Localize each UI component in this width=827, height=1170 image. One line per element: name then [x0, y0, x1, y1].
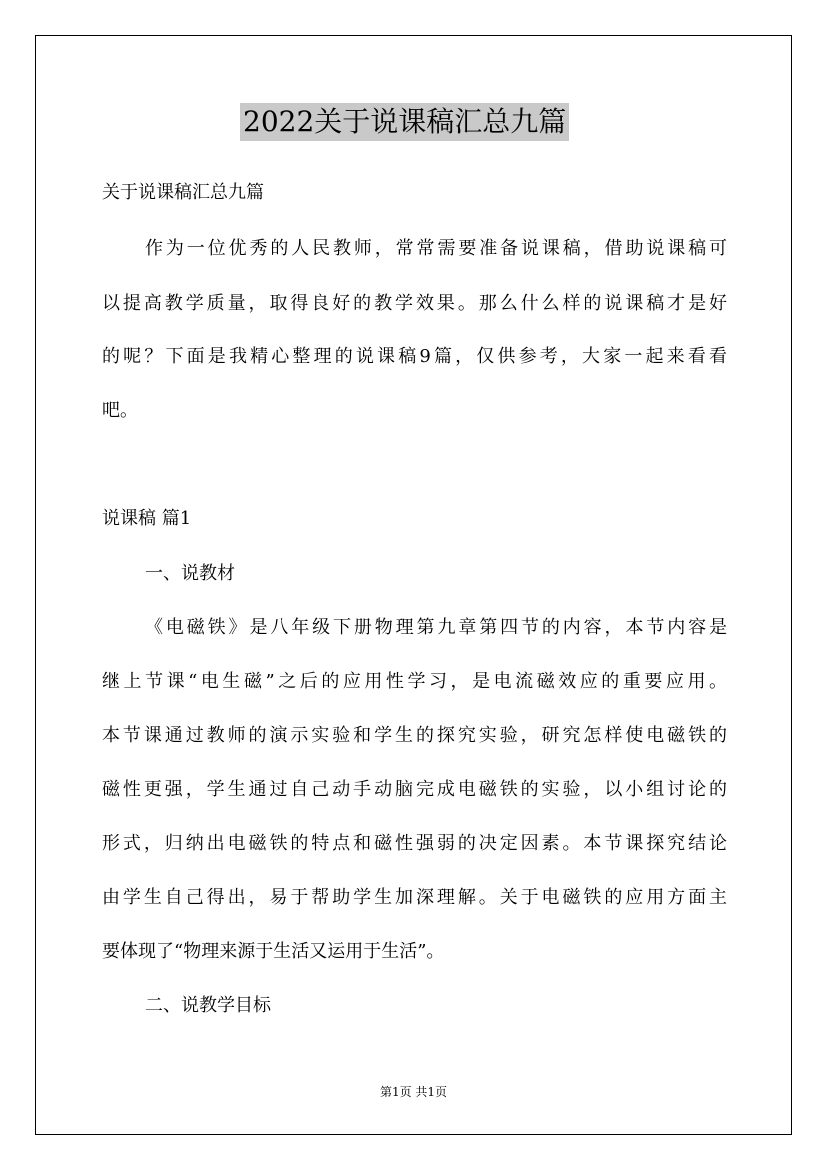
- intro-line: 作为一位优秀的人民教师，常常需要准备说课稿，借助说课稿可: [145, 238, 727, 259]
- paragraph-line: 《电磁铁》是八年级下册物理第九章第四节的内容，本节内容是: [145, 617, 727, 638]
- paragraph-line: 要体现了“物理来源于生活又运用于生活”。: [102, 941, 445, 962]
- intro-line: 以提高教学质量，取得良好的教学效果。那么什么样的说课稿才是好: [102, 293, 727, 314]
- intro-line: 的呢？下面是我精心整理的说课稿9篇，仅供参考，大家一起来看看: [102, 346, 727, 367]
- page-footer: 第1页 共1页: [379, 1085, 448, 1099]
- section-heading: 说课稿 篇1: [102, 508, 192, 529]
- part-heading: 一、说教材: [145, 563, 235, 584]
- paragraph-line: 由学生自己得出，易于帮助学生加深理解。关于电磁铁的应用方面主: [102, 887, 727, 908]
- paragraph-line: 形式，归纳出电磁铁的特点和磁性强弱的决定因素。本节课探究结论: [102, 833, 727, 854]
- paragraph-line: 本节课通过教师的演示实验和学生的探究实验，研究怎样使电磁铁的: [102, 725, 727, 746]
- document-title: 2022关于说课稿汇总九篇: [240, 103, 569, 141]
- intro-line: 吧。: [102, 400, 138, 421]
- paragraph-line: 磁性更强，学生通过自己动手动脑完成电磁铁的实验，以小组讨论的: [102, 779, 727, 800]
- part-heading: 二、说教学目标: [145, 995, 271, 1016]
- subtitle: 关于说课稿汇总九篇: [102, 182, 264, 203]
- paragraph-line: 继上节课“电生磁”之后的应用性学习，是电流磁效应的重要应用。: [102, 671, 727, 692]
